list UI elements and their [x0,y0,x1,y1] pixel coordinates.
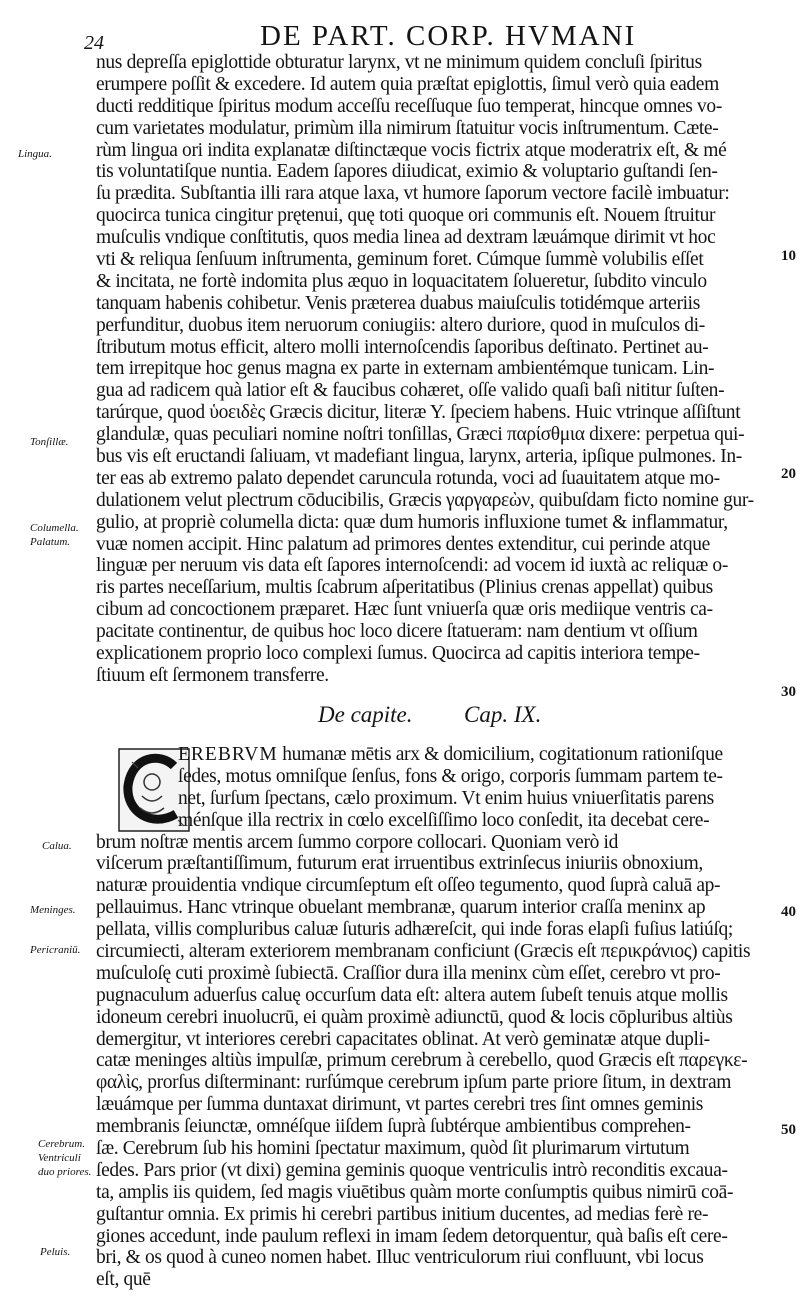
chapter-title [318,702,541,728]
text-block-2 [96,744,764,1291]
text-line: pellata, villis compluribus caluæ ſuturis adhæreſcit, qui inde foras elapſi fuſius latiúſq; [96,919,733,941]
text-line: muſculoſę cuti proximè ſubiectā. Craſſior dura illa meninx cùm eſſet, cerebro vt pro- [96,962,721,984]
margin-note-duo-priores: duo priores. [38,1166,92,1178]
text-line: catæ meninges altiùs impulſæ, primum cerebrum à cerebello, quod Græcis eſt παρεγκε- [96,1050,748,1072]
margin-note-cerebrum: Cerebrum. [38,1138,85,1150]
text-line: dulationem velut plectrum cōducibilis, Græcis γαργαρεὼν, quibuſdam ficto nomine gur- [96,489,754,511]
initial-word: EREBRVM [178,744,278,765]
text-line [96,744,764,766]
text-line: brum noſtræ mentis arcem ſummo corpore collocari. Quoniam verò id [96,831,619,853]
text-line: cibum ad concoctionem præparet. Hæc ſunt vniuerſa quæ oris mediique ventris ca- [96,599,713,621]
margin-note-columella: Columella. [30,522,79,534]
text-line: bus vis eſt eructandi ſaliuam, vt madefiant lingua, larynx, arteria, ipſique pulmones. In- [96,446,742,468]
text-line: giones accedunt, inde paulum reflexi in imam ſedem detorquentur, quà baſis eſt cere- [96,1225,728,1247]
line-number-10: 10 [781,248,796,264]
text-line: perfunditur, duobus item neruorum coniugiis: altero duriore, quod in muſculos di- [96,314,705,336]
text-line: tarúrque, quod ὑοειδὲς Græcis dicitur, literæ Y. ſpeciem habens. Huic vtrinque aſſiſtunt [96,402,741,424]
line-number-40: 40 [781,904,796,920]
text-line: ſtributum motus efficit, altero molli internoſcendis ſaporibus deſtinato. Pertinet au- [96,336,709,358]
margin-note-peluis: Peluis. [40,1246,71,1258]
text-line: ſedes. Pars prior (vt dixi) gemina geminis quoque ventriculis intrò reconditis excaua- [96,1159,728,1181]
text-line: naturæ prouidentia vndique circumſeptum eſt oſſeo tegumento, quod ſuprà caluā ap- [96,875,721,897]
text-line: φαλὶς, prorſus diſterminant: rurſúmque cerebrum ipſum parte priore ſitum, in dextram [96,1072,732,1094]
text-line: guſtantur omnia. Ex primis hi cerebri partibus initium ducentes, ad medias ferè re- [96,1203,709,1225]
text-line: cum varietates modulatur, primùm illa nimirum ſtatuitur vocis inſtrumentum. Cæte- [96,117,719,139]
text-line: explicationem proprio loco complexi ſumus. Quocirca ad capitis interiora tempe- [96,643,700,665]
text-line: ta, amplis iis quidem, ſed magis viuētibus quàm morte conſumptis quibus nimirū coā- [96,1181,734,1203]
text-line: viſcerum præſtantiſſimum, futurum erat irruentibus extrinſecus iniuriis obnoxium, [96,853,703,875]
text-line: gulio, at propriè columella dicta: quæ dum humoris influxione tumet & inflammatur, [96,511,728,533]
chapter-title-right: Cap. IX. [464,702,542,727]
margin-note-meninges: Meninges. [30,904,76,916]
text-line: muſculis vndique conſtitutis, quos media linea ad dextram læuámque dirimit vt hoc [96,227,716,249]
text-line: membranis ſeiunctæ, omnéſque iiſdem ſuprà ſubtérque ambientibus comprehen- [96,1116,691,1138]
text-line: linguæ per neruum vis data eſt ſapores internoſcendi: ad vocem id iuxtà ac reliquæ o- [96,555,728,577]
margin-note-ventriculi: Ventriculi [38,1152,81,1164]
margin-note-pericranium: Pericraniū. [30,944,81,956]
margin-note-lingua: Lingua. [18,148,52,160]
text-line: net, ſurſum ſpectans, cælo proximum. Vt enim huius vniuerſitatis parens [178,787,714,809]
text-line: tanquam habenis cohibetur. Venis præterea duabus maiuſculis totidémque arteriis [96,292,700,314]
text-line: & incitata, ne fortè indomita plus æquo in loquacitatem ſolueretur, ſubdito vinculo [96,270,707,292]
text-line: ſu prædita. Subſtantia illi rara atque laxa, vt humore ſaporum vectore facilè imbuatur: [96,183,730,205]
text-line: rùm lingua ori indita explanatæ diſtinctæque vocis fictrix atque moderatrix eſt, & mé [96,139,727,161]
text-line: bri, & os quod à cuneo nomen habet. Illuc ventriculorum riui confluunt, vbi locus [96,1247,704,1269]
text-line: vti & reliqua ſenſuum inſtrumenta, geminum foret. Cúmque ſummè volubilis eſſet [96,249,704,271]
line-number-50: 50 [781,1122,796,1138]
text-line: pellauimus. Hanc vtrinque obuelant membranæ, quarum interior craſſa meninx ap [96,897,706,919]
text-line: tis voluntatiſque nuntia. Eadem ſapores diiudicat, eximio & voluptario guſtandi ſen- [96,161,718,183]
text-line: eſt, quē [96,1269,151,1291]
text-line: vuæ nomen accipit. Hinc palatum ad primores dentes extenditur, cui perinde atque [96,533,710,555]
margin-note-calua: Calua. [42,840,72,852]
text-line: demergitur, vt interiores cerebri capacitates oblinat. At verò geminatæ atque dupli- [96,1028,710,1050]
text-line: nus depreſſa epiglottide obturatur larynx, vt ne minimum quidem concluſi ſpiritus [96,52,702,73]
text-line: ris partes neceſſarium, multis ſcabrum aſperitatibus (Plinius crenas appellat) quibus [96,577,713,599]
text-line: ſedes, motus omniſque ſenſus, fons & origo, corporis ſummam partem te- [178,765,723,787]
page-number: 24 [84,32,104,54]
margin-note-tonsillae: Tonſillæ. [30,436,69,448]
text-line: idoneum cerebri inuolucrū, ei quàm proximè adiunctū, quod & locis cōpluribus altiùs [96,1006,733,1028]
chapter-title-left: De capite. [318,702,413,727]
text-line: ſæ. Cerebrum ſub his homini ſpectatur maximum, quòd ſit plurimarum virtutum [96,1138,690,1160]
running-title: DE PART. CORP. HVMANI [260,20,637,52]
text-line: pugnaculum aduerſus caluę occurſum data eſt: altera autem ſubeſt tenuis atque mollis [96,984,728,1006]
margin-note-palatum: Palatum. [30,536,71,548]
text-line: glandulæ, quas peculiari nomine noſtri tonſillas, Græci παρίσθμια dixere: perpetua qui- [96,424,745,446]
text-line: quocirca tunica cingitur prętenui, quę toti quoque ori communis eſt. Nouem ſtruitur [96,205,716,227]
text-line: circumiecti, alteram exteriorem membranam conficiunt (Græcis eſt περικράνιος) capitis [96,941,751,963]
text-line: ménſque illa rectrix in cœlo excelſiſſimo loco conſedit, ita decebat cere- [178,809,710,831]
text-block-1 [96,52,764,687]
text-line: ter eas ab extremo palato dependet caruncula rotunda, voci ad ſuauitatem atque mo- [96,467,720,489]
text-line: læuámque per ſumma duntaxat dirimunt, vt partes cerebri tres ſint omnes geminis [96,1094,704,1116]
text-line-content: humanæ mētis arx & domicilium, cogitationum rationiſque [277,744,723,765]
text-line: erumpere poſſit & excedere. Id autem quia præſtat epiglottis, ſimul verò quia eadem [96,73,719,95]
line-number-30: 30 [781,684,796,700]
text-line: tem irrepitque hoc genus magna ex parte in externam ambientémque tunicam. Lin- [96,358,715,380]
text-line: gua ad radicem quà latior eſt & faucibus cohæret, oſſe valido quaſi baſi nititur ſuſten- [96,380,725,402]
line-number-20: 20 [781,466,796,482]
text-line: ſtiuum eſt ſermonem transferre. [96,664,329,686]
text-line: ducti redditique ſpiritus modum acceſſu receſſuque ſuo temperat, hincque omnes vo- [96,95,722,117]
text-line: pacitate continentur, de quibus hoc loco dicere ſtatueram: nam dentium vt oſſium [96,621,698,643]
